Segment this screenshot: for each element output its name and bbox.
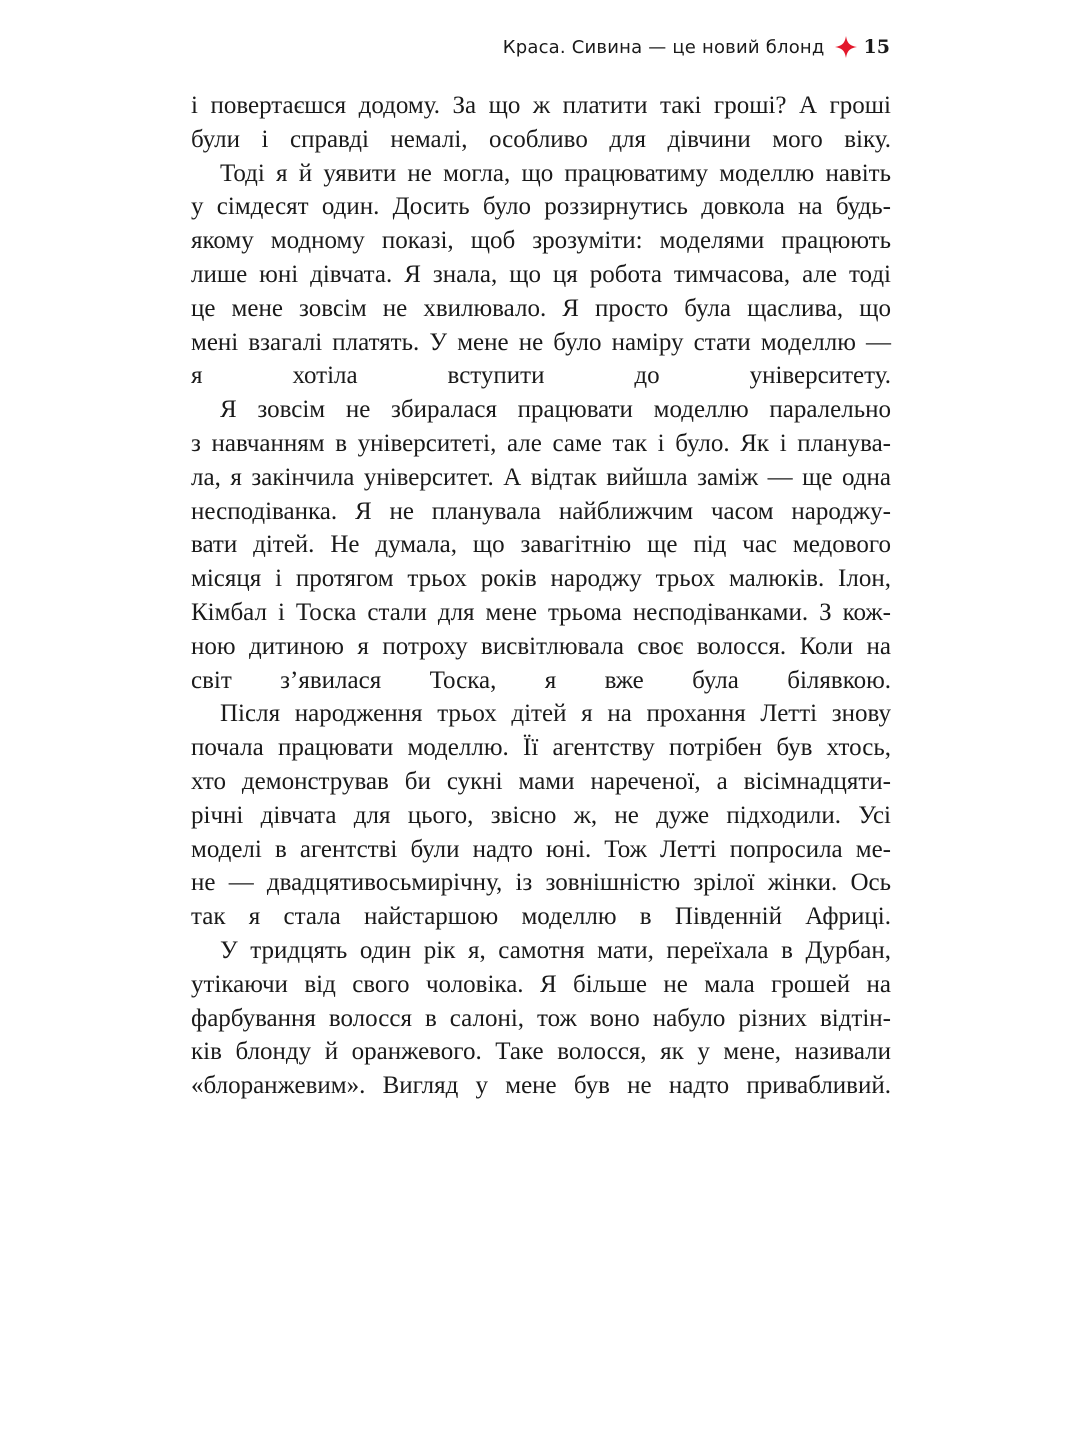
text-line: ків блонду й оранжевого. Таке волосся, як у мене, називали bbox=[191, 1038, 891, 1066]
text-line: Після народження трьох дітей я на прохання Летті знову bbox=[220, 700, 891, 728]
text-line: моделі в агентстві були надто юні. Тож Летті попросила ме- bbox=[191, 835, 891, 863]
text-line: Я зовсім не збиралася працювати моделлю паралельно bbox=[220, 396, 891, 424]
text-line: були і справді немалі, особливо для дівчини мого віку. bbox=[191, 125, 891, 153]
text-line: не — двадцятивосьмирічну, із зовнішністю зрілої жінки. Ось bbox=[191, 869, 891, 897]
text-line: річні дівчата для цього, звісно ж, не дуже підходили. Усі bbox=[191, 801, 891, 829]
text-line: Тоді я й уявити не могла, що працюватиму моделлю навіть bbox=[220, 159, 891, 187]
page-number: 15 bbox=[863, 36, 890, 58]
text-line: якому модному показі, щоб зрозуміти: моделями працюють bbox=[191, 227, 891, 255]
paragraph bbox=[191, 934, 891, 1103]
text-line: я хотіла вступити до університету. bbox=[191, 362, 891, 390]
text-line: ла, я закінчила університет. А відтак вийшла заміж — ще одна bbox=[191, 463, 891, 491]
body-text bbox=[191, 89, 891, 1103]
text-line: Кімбал і Тоска стали для мене трьома несподіванками. З кож- bbox=[191, 598, 891, 626]
text-line: фарбування волосся в салоні, тож воно набуло різних відтін- bbox=[191, 1004, 891, 1032]
paragraph bbox=[191, 89, 891, 157]
text-line: почала працювати моделлю. Її агентству потрібен був хтось, bbox=[191, 734, 891, 762]
text-line: з навчанням в університеті, але саме так і було. Як і планува- bbox=[191, 429, 891, 457]
paragraph bbox=[191, 393, 891, 697]
text-line: «блоранжевим». Вигляд у мене був не надто привабливий. bbox=[191, 1072, 891, 1100]
text-line: мені взагалі платять. У мене не було наміру стати моделлю — bbox=[191, 328, 891, 356]
text-line: лише юні дівчата. Я знала, що ця робота тимчасова, але тоді bbox=[191, 260, 891, 288]
text-line: ною дитиною я потроху висвітлювала своє волосся. Коли на bbox=[191, 632, 891, 660]
text-line: і повертаєшся додому. За що ж платити такі гроші? А гроші bbox=[191, 92, 891, 119]
text-line: вати дітей. Не думала, що завагітнію ще під час медового bbox=[191, 531, 891, 559]
text-line: у сімдесят один. Досить було роззирнутись довкола на будь- bbox=[191, 193, 891, 221]
text-line: місяця і протягом трьох років народжу трьох малюків. Ілон, bbox=[191, 565, 891, 593]
text-line: утікаючи від свого чоловіка. Я більше не мала грошей на bbox=[191, 970, 891, 998]
text-line: світ з’явилася Тоска, я вже була білявкою. bbox=[191, 666, 891, 694]
text-line: У тридцять один рік я, самотня мати, переїхала в Дурбан, bbox=[220, 936, 891, 964]
text-line: так я стала найстаршою моделлю в Південній Африці. bbox=[191, 903, 891, 931]
text-line: несподіванка. Я не планувала найближчим часом народжу- bbox=[191, 497, 891, 525]
paragraph bbox=[191, 697, 891, 934]
four-point-star-icon bbox=[835, 36, 857, 58]
text-line: хто демонстрував би сукні мами нареченої, а вісімнадцяти- bbox=[191, 767, 891, 795]
paragraph bbox=[191, 157, 891, 394]
running-header bbox=[190, 30, 890, 64]
text-line: це мене зовсім не хвилювало. Я просто була щаслива, що bbox=[191, 294, 891, 322]
chapter-title: Краса. Сивина — це новий блонд bbox=[502, 36, 825, 58]
